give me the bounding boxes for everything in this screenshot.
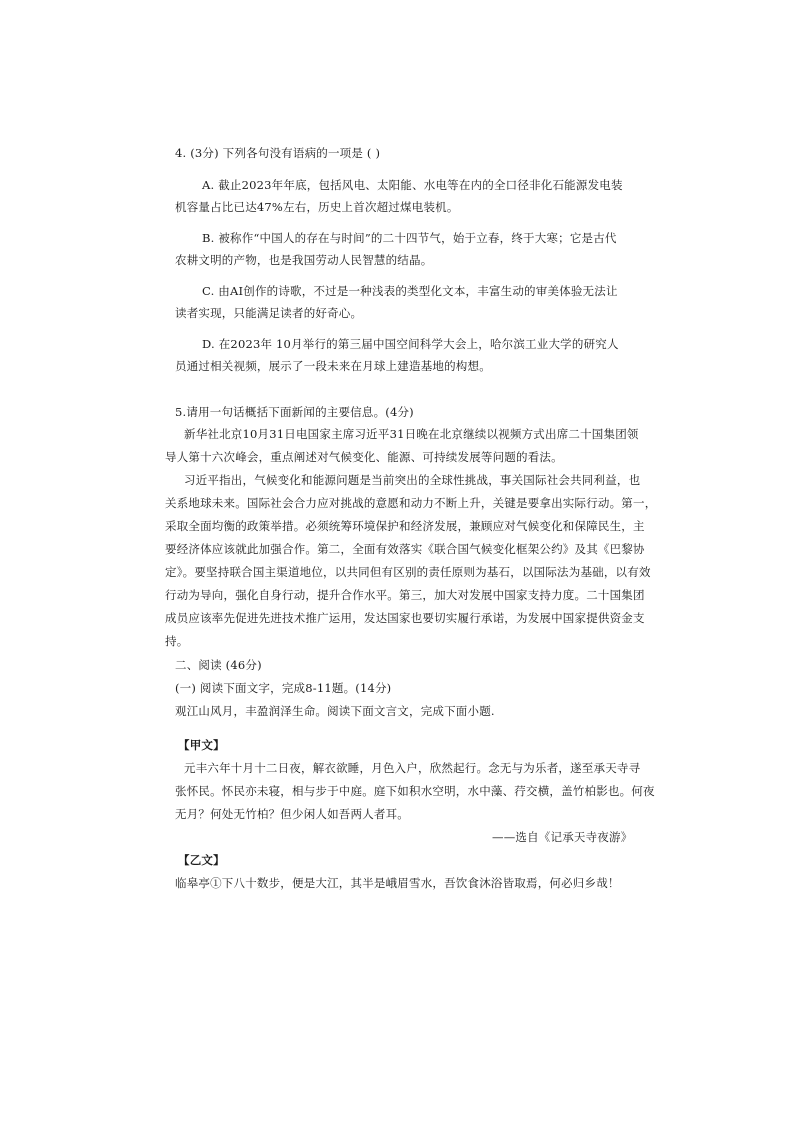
question-4-option-d-line1: D. 在2023年 10月举行的第三届中国空间科学大会上，哈尔滨工业大学的研究人	[202, 337, 619, 351]
news-paragraph-line: 持。	[165, 634, 189, 648]
question-5-stem: 5.请用一句话概括下面新闻的主要信息。(4分)	[175, 405, 414, 419]
question-4-option-c-line1: C. 由AI创作的诗歌，不过是一种浅表的类型化文本，丰富生动的审美体验无法让	[202, 284, 618, 298]
question-4-option-a-line2: 机容量占比已达47%左右，历史上首次超过煤电装机。	[175, 200, 459, 214]
news-paragraph-line: 关系地球未来。国际社会合力应对挑战的意愿和动力不断上升，关键是要拿出实际行动。第一，	[165, 496, 657, 510]
text-jia-line: 元丰六年十月十二日夜，解衣欲睡，月色入户，欣然起行。念无与为乐者，遂至承天寺寻	[184, 761, 641, 775]
reading-section-title: 二、阅读 (46分)	[175, 658, 262, 672]
text-jia-line: 无月？何处无竹柏？但少闲人如吾两人者耳。	[175, 807, 409, 821]
news-paragraph-line: 采取全面均衡的政策举措。必须统筹环境保护和经济发展，兼顾应对气候变化和保障民生，主	[165, 519, 645, 533]
news-paragraph-line: 成员应该率先促进先进技术推广运用，发达国家也要切实履行承诺，为发展中国家提供资金支	[165, 611, 645, 625]
text-yi-label: 【乙文】	[178, 853, 225, 867]
question-4-option-b-line2: 农耕文明的产物，也是我国劳动人民智慧的结晶。	[175, 253, 433, 267]
news-paragraph-line: 要经济体应该就此加强合作。第二，全面有效落实《联合国气候变化框架公约》及其《巴黎协	[165, 542, 645, 556]
news-paragraph-line: 定》。要坚持联合国主渠道地位，以共同但有区别的责任原则为基石，以国际法为基础，以有效	[165, 565, 651, 579]
text-jia-line: 张怀民。怀民亦未寝，相与步于中庭。庭下如积水空明，水中藻、荇交横，盖竹柏影也。何夜	[175, 784, 655, 798]
text-jia-source: ——选自《记承天寺夜游》	[492, 830, 633, 844]
text-jia-label: 【甲文】	[178, 738, 225, 752]
question-4-option-a-line1: A. 截止2023年年底，包括风电、太阳能、水电等在内的全口径非化石能源发电装	[202, 178, 623, 192]
question-4-option-c-line2: 读者实现，只能满足读者的好奇心。	[175, 306, 363, 320]
question-4-option-b-line1: B. 被称作“中国人的存在与时间”的二十四节气，始于立春，终于大寒；它是古代	[202, 231, 617, 245]
news-paragraph-line: 导人第十六次峰会，重点阐述对气候变化、能源、可持续发展等问题的看法。	[165, 450, 563, 464]
news-paragraph-line: 新华社北京10月31日电国家主席习近平31日晚在北京继续以视频方式出席二十国集团领	[184, 427, 639, 441]
reading-subsection-title: (一) 阅读下面文字，完成8-11题。(14分)	[175, 681, 392, 695]
text-yi-line: 临皋亭①下八十数步，便是大江，其半是峨眉雪水，吾饮食沐浴皆取焉，何必归乡哉！	[175, 876, 620, 890]
news-paragraph-line: 行动为导向，强化自身行动，提升合作水平。第三，加大对发展中国家支持力度。二十国集团	[165, 588, 645, 602]
question-4-stem: 4. (3分) 下列各句没有语病的一项是 ( )	[175, 146, 381, 160]
reading-intro: 观江山风月，丰盈润泽生命。阅读下面文言文，完成下面小题.	[175, 704, 495, 718]
news-paragraph-line: 习近平指出，气候变化和能源问题是当前突出的全球性挑战，事关国际社会共同利益，也	[184, 473, 641, 487]
question-4-option-d-line2: 员通过相关视频，展示了一段未来在月球上建造基地的构想。	[175, 359, 491, 373]
